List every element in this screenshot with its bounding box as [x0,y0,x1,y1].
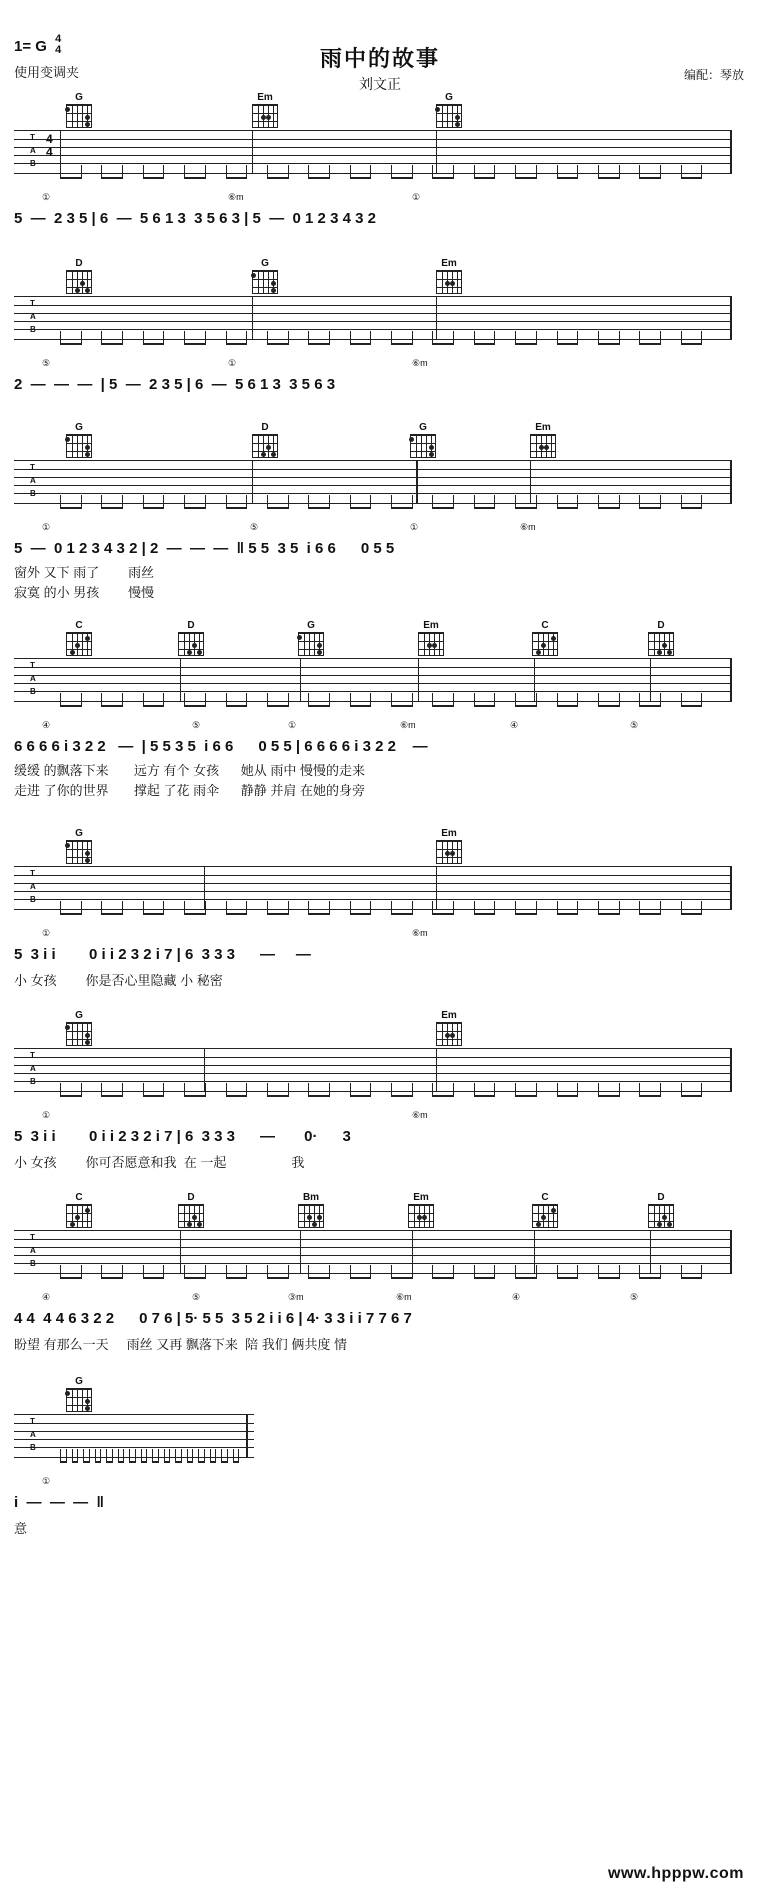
chord-name: D [261,422,269,433]
numbered-notation-row: 2 — — — | 5 — 2 3 5 | 6 — 5 6 1 3 3 5 6 3 [14,376,336,393]
chord-grid [436,104,462,128]
finger-mark: ① [228,358,237,368]
lyric-row-verse1: 小 女孩 你是否心里隐藏 小 秘密 [14,973,223,988]
capo-note: 使用变调夹 [14,65,80,80]
finger-mark: ⑥m [396,1292,412,1302]
system-5 [0,828,760,993]
system-1 [0,92,760,232]
finger-mark: ① [412,192,421,202]
chord-name: D [187,620,195,631]
arranger-credit: 编配：琴放 [683,68,744,82]
tab-staff [14,1048,732,1092]
chord-diagram-g [296,620,326,656]
chord-grid [648,1204,674,1228]
chord-grid [252,270,278,294]
numbered-notation-row: 5 3 i i 0 i i 2 3 2 i 7 | 6 3 3 3 — — [14,946,311,963]
chord-name: G [75,828,83,839]
tab-clef-b: B [30,159,36,168]
time-signature-bottom: 4 [55,44,62,56]
lyric-row-verse1: 意 [14,1521,28,1536]
finger-mark: ① [42,928,51,938]
site-watermark: www.hpppw.com [608,1865,744,1882]
chord-name: Em [423,620,439,631]
numbered-notation-row: 5 — 2 3 5 | 6 — 5 6 1 3 3 5 6 3 | 5 — 0 1 2 3 4 3 2 [14,210,376,227]
tab-staff [14,658,732,702]
system-3 [0,422,760,602]
chord-diagram-g [64,422,94,458]
chord-grid [66,270,92,294]
finger-mark: ④ [42,720,51,730]
chord-grid [66,1388,92,1412]
chord-grid [530,434,556,458]
finger-mark: ④ [42,1292,51,1302]
chord-diagram-em [250,92,280,128]
chord-diagram-g [434,92,464,128]
chord-name: Em [257,92,273,103]
chord-name: G [75,422,83,433]
chord-name: C [541,1192,549,1203]
chord-name: D [187,1192,195,1203]
chord-diagram-g [250,258,280,294]
system-6 [0,1010,760,1175]
chord-grid [418,632,444,656]
chord-diagram-em [406,1192,436,1228]
chord-grid [66,104,92,128]
numbered-notation-row: i — — — ‖ [14,1494,104,1511]
finger-mark: ① [42,1476,51,1486]
chord-name: G [445,92,453,103]
chord-grid [66,840,92,864]
chord-diagram-g [408,422,438,458]
chord-diagram-d [176,620,206,656]
numbered-notation-row: 5 3 i i 0 i i 2 3 2 i 7 | 6 3 3 3 — 0· 3 [14,1128,351,1145]
chord-grid [532,1204,558,1228]
finger-mark: ⑥m [228,192,244,202]
chord-diagram-g [64,1010,94,1046]
tab-clef: T A B [30,661,36,696]
finger-mark: ⑥m [412,358,428,368]
tab-clef-t: T [30,133,35,142]
chord-diagram-em [434,258,464,294]
lyric-row-verse2: 走进 了你的世界 撑起 了花 雨伞 静静 并肩 在她的身旁 [14,783,366,798]
tab-clef: T A B [30,1233,36,1268]
chord-name: Em [535,422,551,433]
system-7 [0,1192,760,1367]
chord-grid [298,632,324,656]
chord-name: G [75,1010,83,1021]
finger-mark: ⑤ [630,720,639,730]
finger-mark: ① [288,720,297,730]
chord-grid [66,1204,92,1228]
lyric-row-verse1: 小 女孩 你可否愿意和我 在 一起 我 [14,1155,305,1170]
chord-diagram-g [64,1376,94,1412]
chord-name: G [75,1376,83,1387]
chord-grid [252,434,278,458]
tab-staff [14,296,732,340]
chord-grid [178,632,204,656]
chord-name: Em [441,258,457,269]
chord-diagram-d [646,620,676,656]
chord-grid [66,434,92,458]
tab-staff [14,1414,254,1458]
tab-clef: T A B [30,1417,36,1452]
chord-grid [298,1204,324,1228]
chord-diagram-d [250,422,280,458]
finger-mark: ⑤ [192,720,201,730]
finger-mark: ⑥m [412,1110,428,1120]
finger-mark: ⑥m [520,522,536,532]
lyric-row-verse1: 缓缓 的飘落下来 远方 有个 女孩 她从 雨中 慢慢的走来 [14,763,366,778]
chord-grid [436,840,462,864]
chord-grid [66,632,92,656]
chord-diagram-g [64,828,94,864]
chord-diagram-bm [296,1192,326,1228]
staff-time-signature: 4 4 [46,132,53,159]
chord-grid [436,1022,462,1046]
chord-name: C [75,620,83,631]
tab-staff [14,866,732,910]
tab-clef [30,131,44,173]
finger-mark: ④ [510,720,519,730]
finger-mark: ③m [288,1292,304,1302]
lyric-row-verse1: 窗外 又下 雨了 雨丝 [14,565,155,580]
chord-diagram-d [176,1192,206,1228]
numbered-notation-row: 5 — 0 1 2 3 4 3 2 | 2 — — — ‖ 5 5 3 5 i 6 6 0 5 5 [14,540,395,557]
numbered-notation-row: 6 6 6 6 i 3 2 2 — | 5 5 3 5 i 6 6 0 5 5 | 6 6 6 6 i 3 2 2 — [14,738,428,755]
chord-name: G [307,620,315,631]
chord-name: Em [413,1192,429,1203]
tab-clef-a: A [30,146,36,155]
chord-grid [410,434,436,458]
chord-name: D [75,258,83,269]
chord-grid [178,1204,204,1228]
chord-diagram-d [64,258,94,294]
tab-clef: T A B [30,463,36,498]
chord-grid [648,632,674,656]
page-title: 雨中的故事 [319,46,440,71]
key-label: 1= G [14,38,47,55]
chord-diagram-em [416,620,446,656]
chord-name: Em [441,1010,457,1021]
tab-clef: T A B [30,869,36,904]
chord-diagram-d [646,1192,676,1228]
chord-name: Em [441,828,457,839]
finger-mark: ① [42,192,51,202]
chord-grid [436,270,462,294]
tab-staff [14,1230,732,1274]
chord-name: G [261,258,269,269]
finger-mark: ① [42,522,51,532]
time-signature-top: 4 [55,33,62,45]
chord-grid [408,1204,434,1228]
chord-grid [532,632,558,656]
chord-diagram-c [530,1192,560,1228]
finger-mark: ⑤ [192,1292,201,1302]
chord-diagram-c [530,620,560,656]
system-2 [0,258,760,398]
chord-diagram-em [434,828,464,864]
tab-clef: T A B [30,299,36,334]
chord-diagram-c [64,1192,94,1228]
tab-staff [14,130,732,174]
tab-clef: T A B [30,1051,36,1086]
chord-name: D [657,1192,665,1203]
chord-name: Bm [302,1192,320,1203]
finger-mark: ⑥m [400,720,416,730]
system-8 [0,1376,760,1546]
tab-staff [14,460,732,504]
finger-mark: ① [410,522,419,532]
system-4 [0,620,760,805]
chord-grid [252,104,278,128]
finger-mark: ⑤ [250,522,259,532]
chord-name: C [75,1192,83,1203]
finger-mark: ⑥m [412,928,428,938]
finger-mark: ④ [512,1292,521,1302]
finger-mark: ⑤ [630,1292,639,1302]
finger-mark: ① [42,1110,51,1120]
lyric-row-verse1: 盼望 有那么一天 雨丝 又再 飘落下来 陪 我们 俩共度 情 [14,1337,347,1352]
chord-diagram-g [64,92,94,128]
finger-mark: ⑤ [42,358,51,368]
chord-name: C [541,620,549,631]
chord-diagram-em [528,422,558,458]
chord-name: G [419,422,427,433]
chord-diagram-c [64,620,94,656]
composer-name: 刘文正 [359,76,401,92]
lyric-row-verse2: 寂寞 的小 男孩 慢慢 [14,585,155,600]
chord-diagram-em [434,1010,464,1046]
chord-grid [66,1022,92,1046]
chord-name: G [75,92,83,103]
chord-name: D [657,620,665,631]
numbered-notation-row: 4 4 4 4 6 3 2 2 0 7 6 | 5· 5 5 3 5 2 i i 6 | 4· 3 3 i i 7 7 6 7 [14,1310,412,1327]
